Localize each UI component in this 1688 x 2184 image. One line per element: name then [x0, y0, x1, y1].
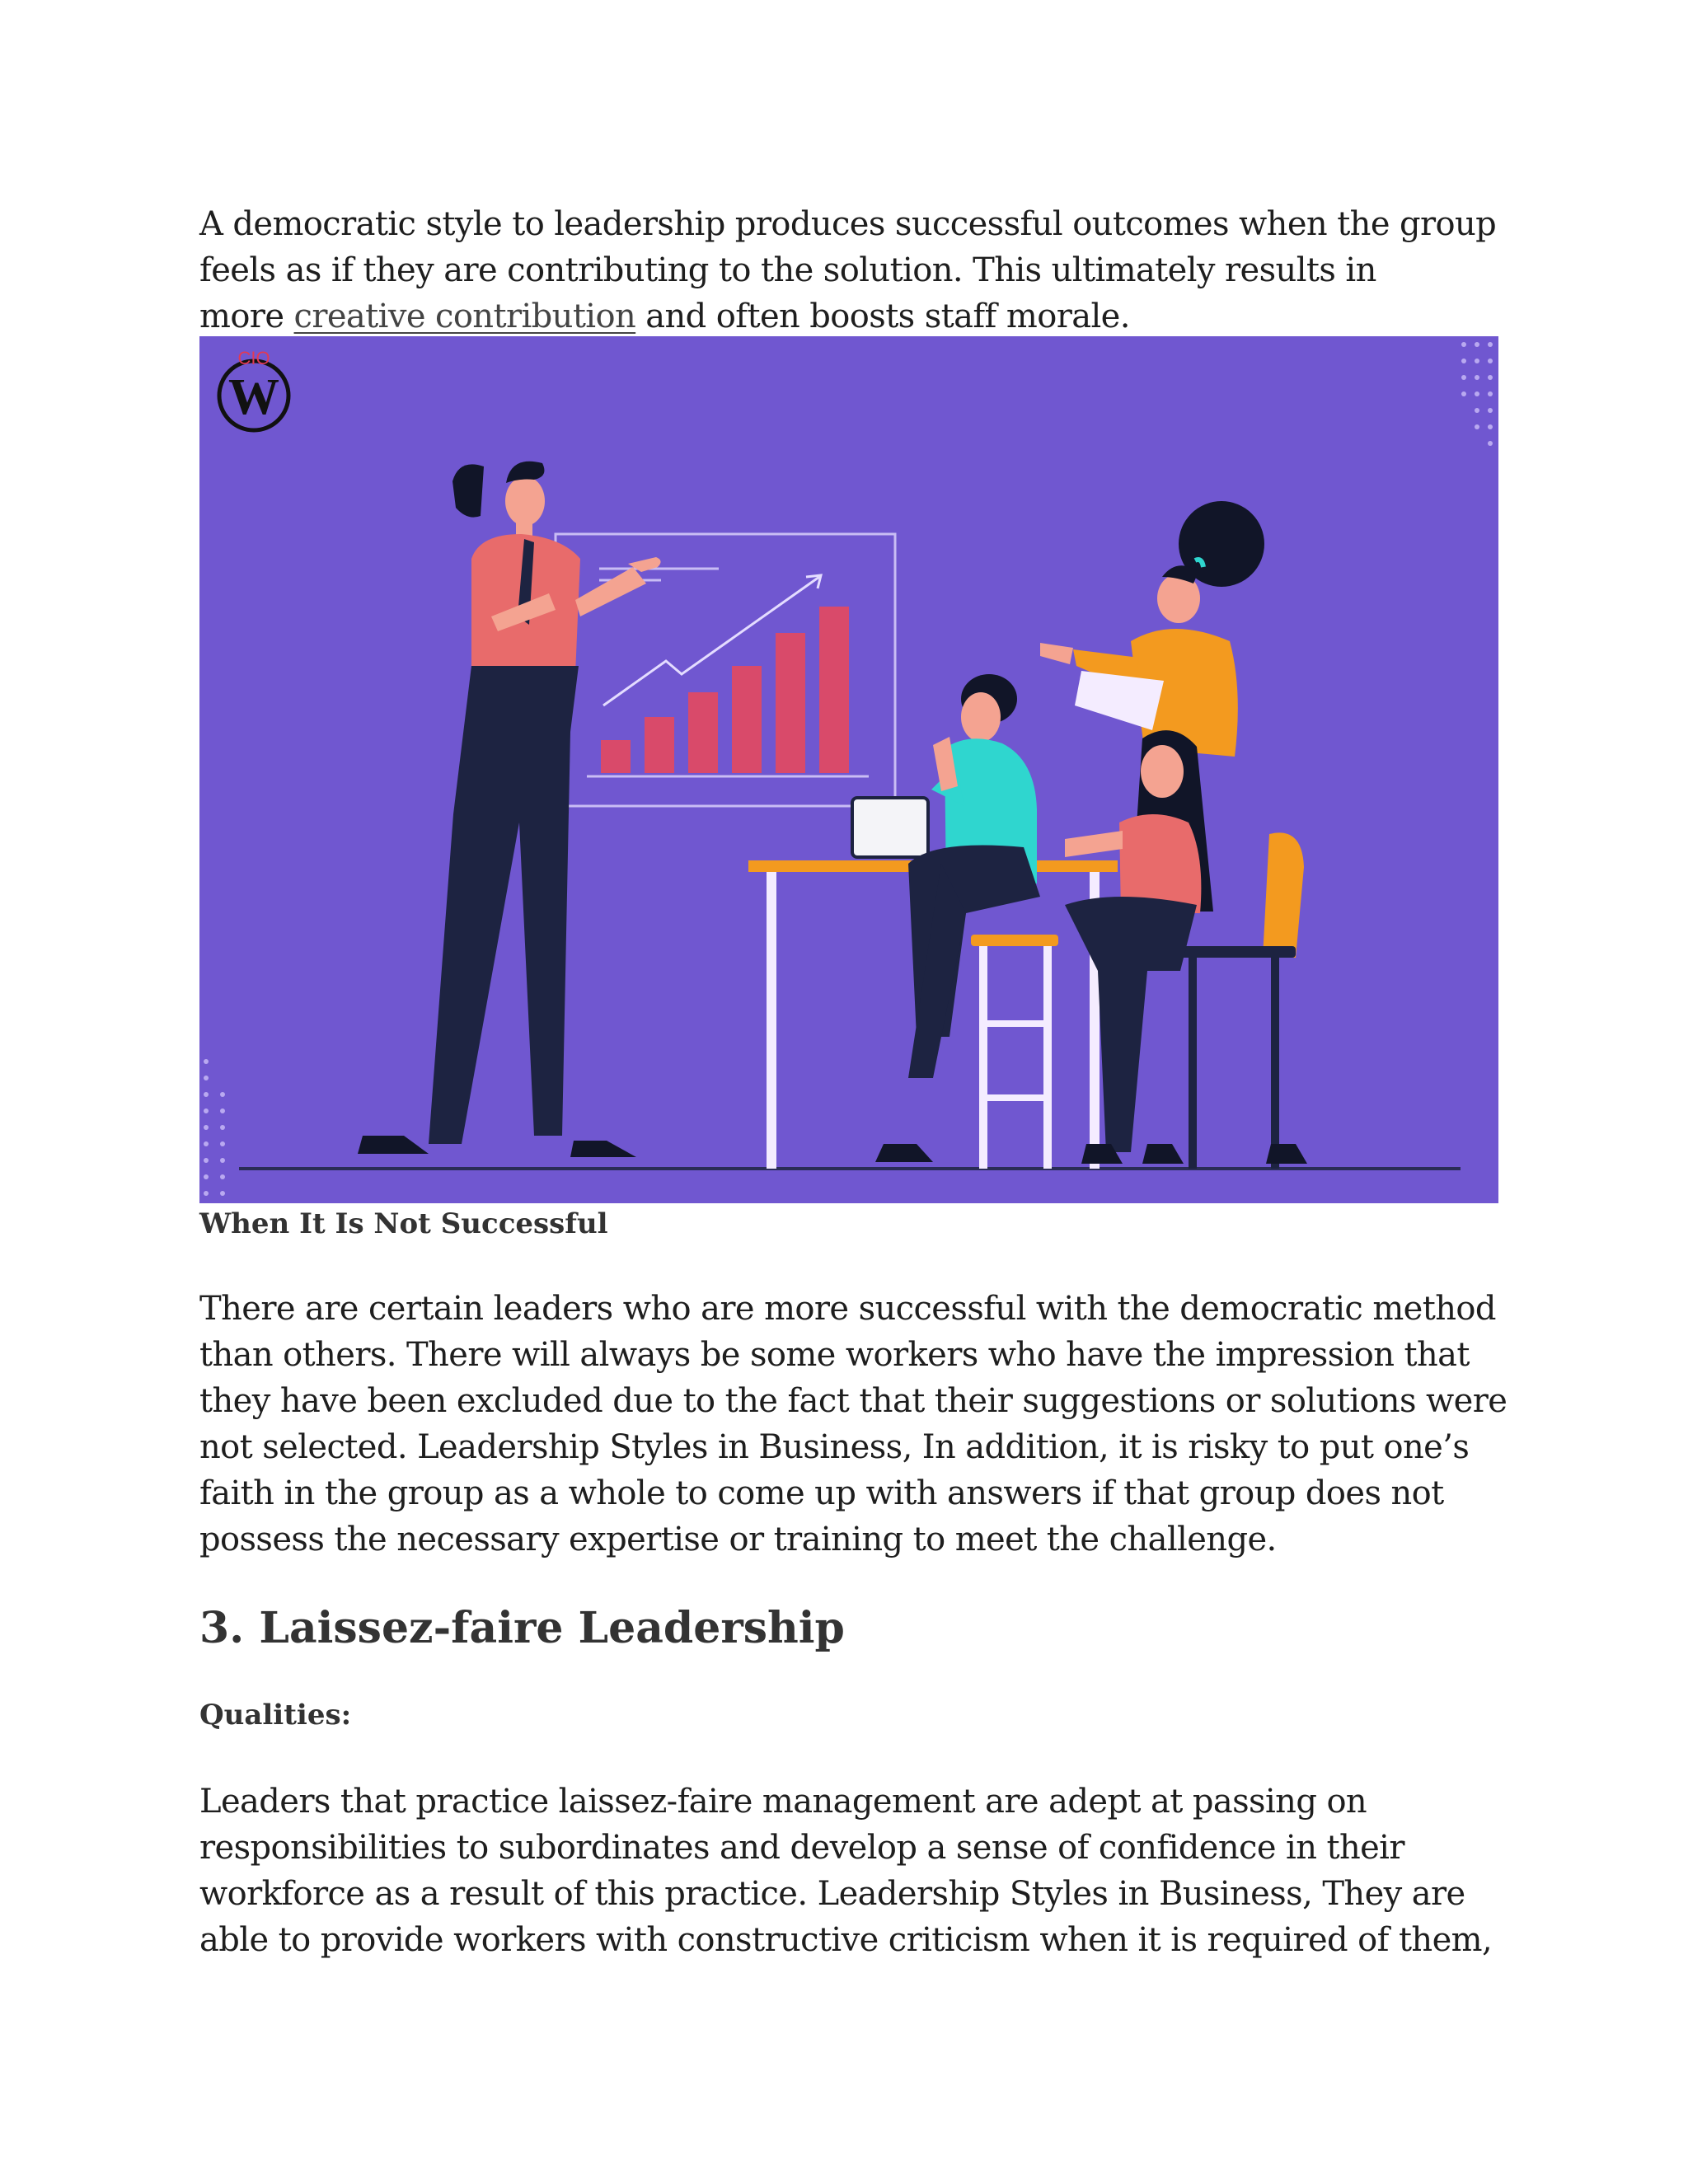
svg-text:W: W [228, 369, 279, 425]
paragraph-line: faith in the group as a whole to come up with answers if that group does not [199, 1474, 1444, 1512]
creative-contribution-link[interactable]: creative contribution [293, 298, 636, 335]
intro-prefix: more [199, 298, 294, 335]
laissez-faire-heading: 3. Laissez-faire Leadership [199, 1603, 845, 1653]
intro-line: feels as if they are contributing to the solution. This ultimately results in [199, 251, 1376, 289]
laissez-faire-paragraph [199, 1779, 1518, 1963]
intro-paragraph [199, 201, 1518, 340]
paragraph-line: workforce as a result of this practice. Leadership Styles in Business, They are [199, 1875, 1465, 1913]
qualities-label: Qualities: [199, 1699, 352, 1732]
paragraph-line: responsibilities to subordinates and develop a sense of confidence in their [199, 1829, 1404, 1867]
section-heading-not-successful: When It Is Not Successful [199, 1207, 608, 1240]
paragraph-line: not selected. Leadership Styles in Business, In addition, it is risky to put one’s [199, 1428, 1470, 1466]
team-meeting-illustration [199, 336, 1498, 1203]
intro-line-last [199, 293, 1518, 340]
intro-line: A democratic style to leadership produces successful outcomes when the group [199, 205, 1497, 243]
intro-suffix: and often boosts staff morale. [635, 298, 1130, 335]
svg-text:CIO: CIO [237, 348, 270, 368]
not-successful-paragraph [199, 1286, 1518, 1563]
paragraph-line: than others. There will always be some workers who have the impression that [199, 1336, 1470, 1374]
paragraph-line: There are certain leaders who are more successful with the democratic method [199, 1290, 1496, 1328]
paragraph-line: able to provide workers with constructive criticism when it is required of them, [199, 1921, 1493, 1959]
paragraph-line: possess the necessary expertise or training to meet the challenge. [199, 1521, 1277, 1558]
paragraph-line: they have been excluded due to the fact that their suggestions or solutions were [199, 1382, 1507, 1420]
paragraph-line: Leaders that practice laissez-faire management are adept at passing on [199, 1783, 1367, 1821]
